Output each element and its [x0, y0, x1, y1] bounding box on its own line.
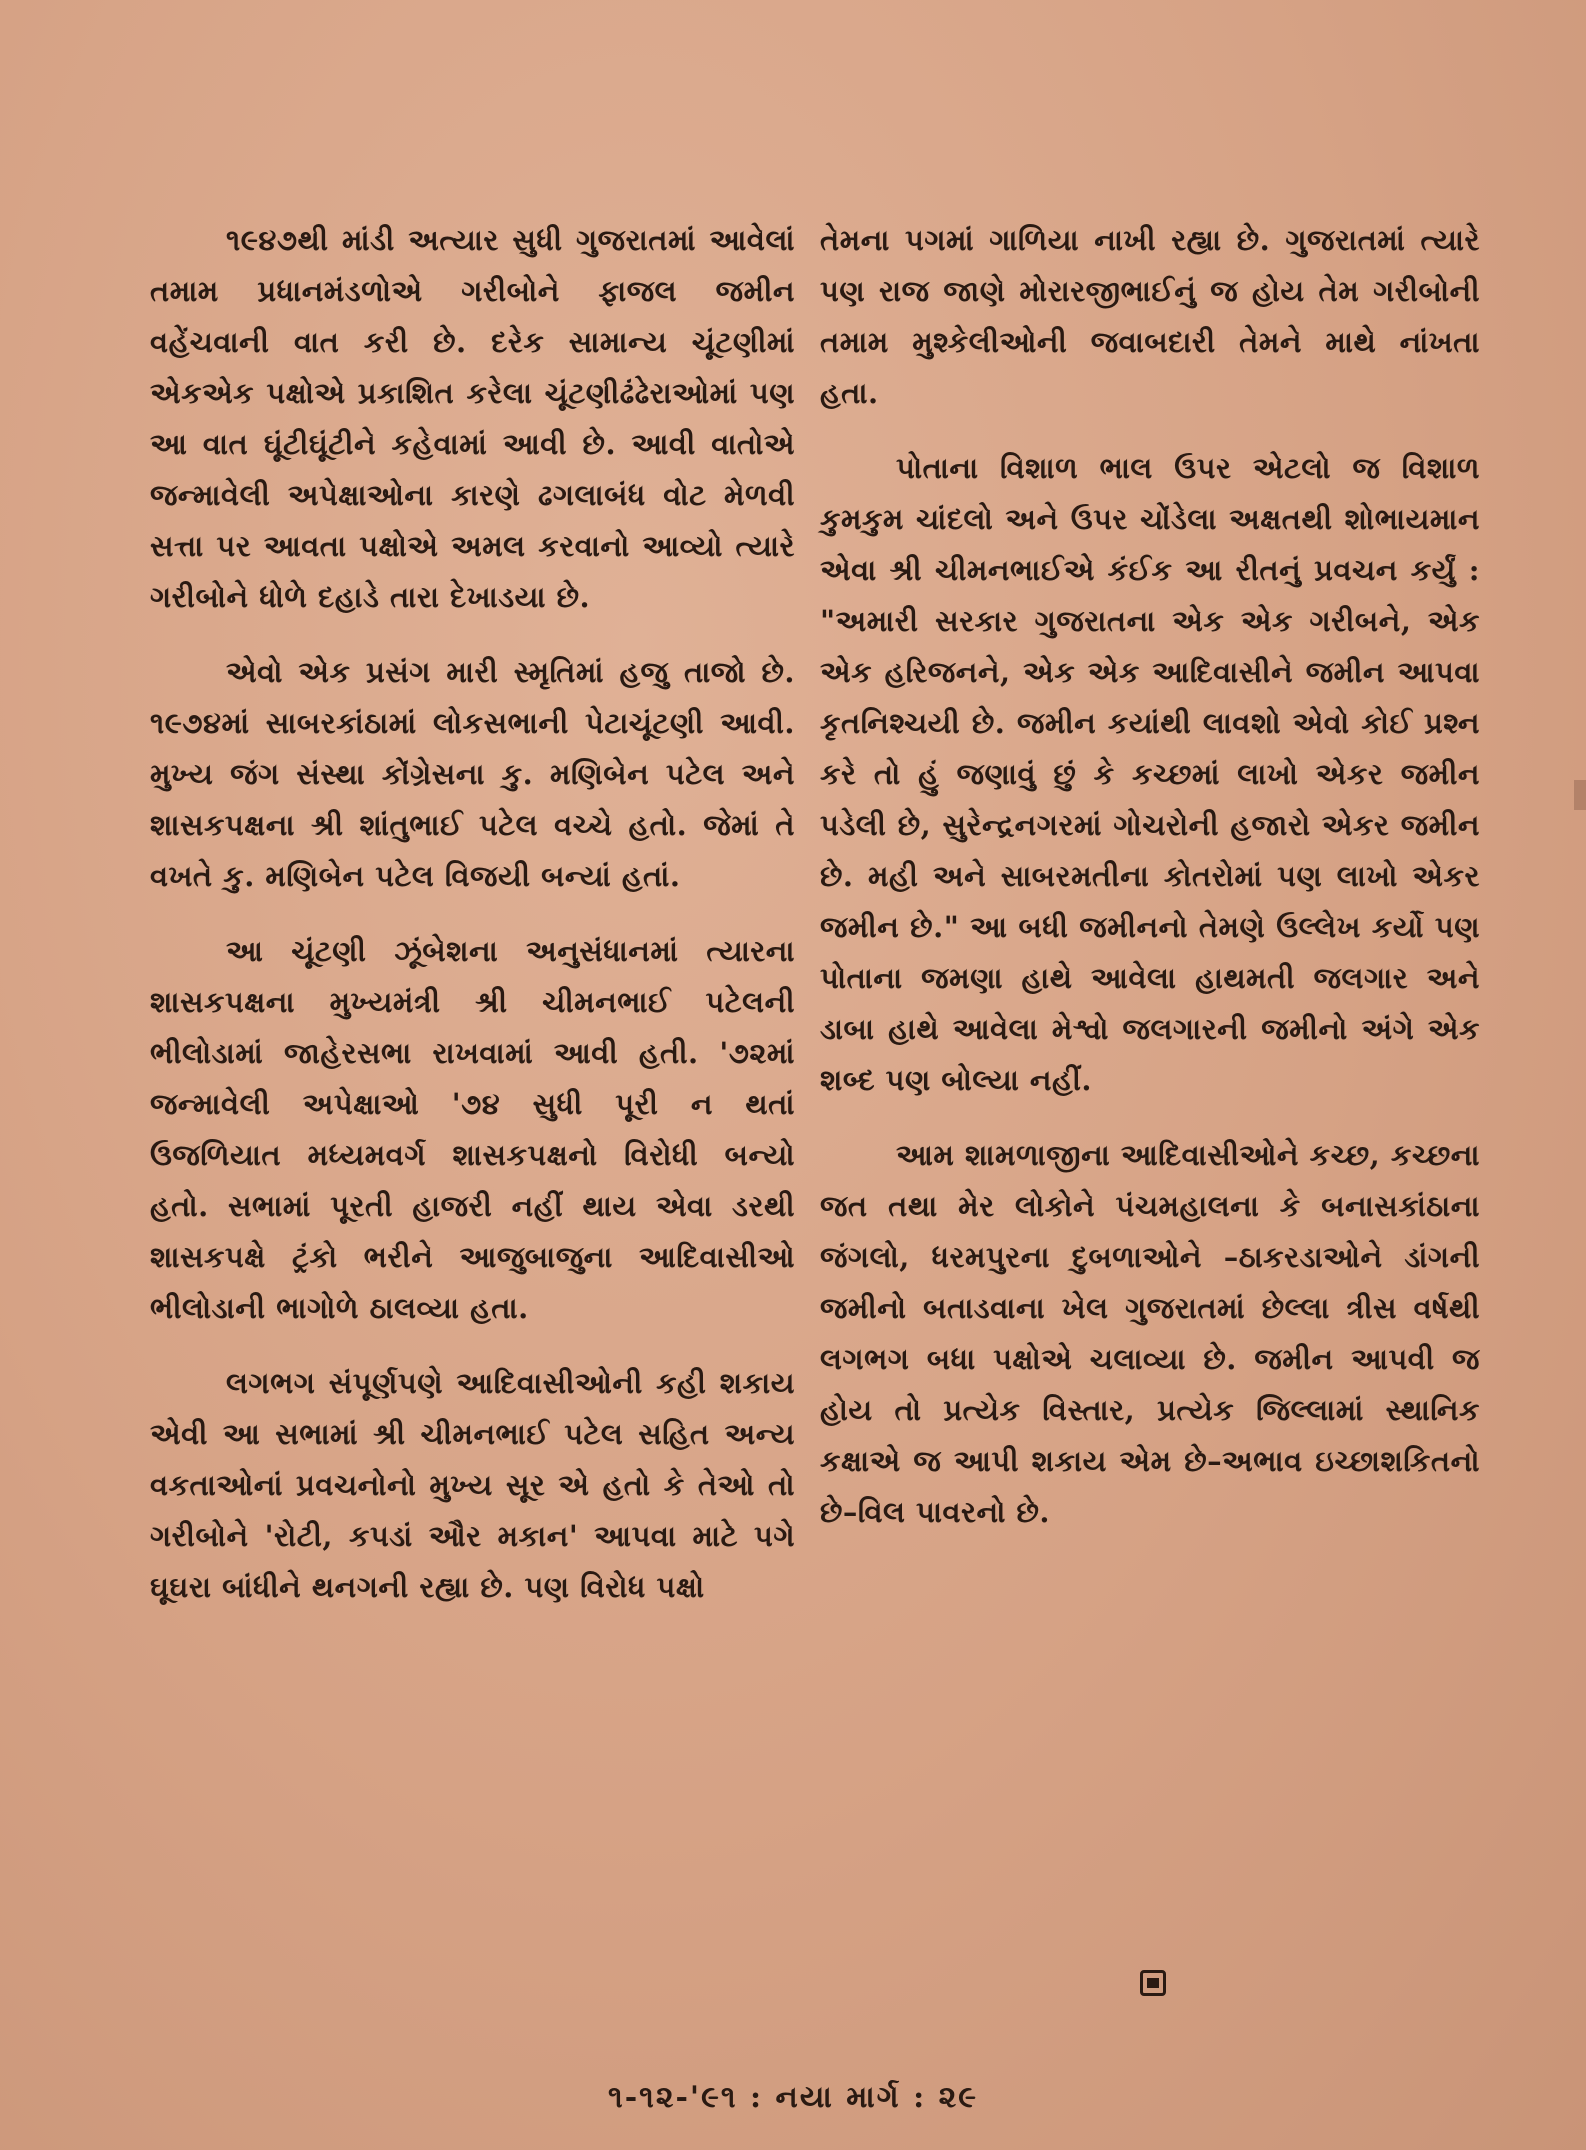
- paragraph: લગભગ સંપૂર્ણપણે આદિવાસીઓની કહી શકાય એવી આ સભામાં શ્રી ચીમનભાઈ પટેલ સહિત અન્ય વકતાઓનાં પ્રવચનોનો મુખ્ય સૂર એ હતો કે તેઓ તો ગરીબોને 'રોટી, કપડાં ઔર મકાન' આપવા માટે પગે ઘૂઘરા બાંધીને થનગની રહ્યા છે. પણ વિરોધ પક્ષો: [150, 1366, 795, 1604]
- paragraph: પોતાના વિશાળ ભાલ ઉપર એટલો જ વિશાળ કુમકુમ ચાંદલો અને ઉપર ચોંડેલા અક્ષતથી શોભાયમાન એવા શ્રી ચીમનભાઈએ કંઈક આ રીતનું પ્રવચન કર્યું : "અમારી સરકાર ગુજરાતના એક એક ગરીબને, એક એક હરિજનને, એક એક આદિવાસીને જમીન આપવા કૃતનિશ્ચયી છે. જમીન કયાંથી લાવશો એવો કોઈ પ્રશ્ન કરે તો હું જણાવું છું કે કચ્છમાં લાખો એકર જમીન પડેલી છે, સુરેન્દ્રનગરમાં ગોચરોની હજારો એકર જમીન છે. મહી અને સાબરમતીના કોતરોમાં પણ લાખો એકર જમીન છે." આ બધી જમીનનો તેમણે ઉલ્લેખ કર્યો પણ પોતાના જમણા હાથે આવેલા હાથમતી જલગાર અને ડાબા હાથે આવેલા મેશ્વો જલગારની જમીનો અંગે એક શબ્દ પણ બોલ્યા નહીં.: [820, 451, 1480, 1097]
- article-end-icon: [1140, 1970, 1166, 1996]
- left-column: [150, 215, 795, 1637]
- paper-mark: [1574, 780, 1586, 810]
- page-footer: ૧-૧૨-'૯૧ : નયા માર્ગ : ૨૯: [608, 2080, 978, 2115]
- paragraph-continued: તેમના પગમાં ગાળિયા નાખી રહ્યા છે. ગુજરાતમાં ત્યારે પણ રાજ જાણે મોરારજીભાઈનું જ હોય તેમ ગરીબોની તમામ મુશ્કેલીઓની જવાબદારી તેમને માથે નાંખતા હતા.: [820, 223, 1480, 410]
- paragraph: આમ શામળાજીના આદિવાસીઓને કચ્છ, કચ્છના જત તથા મેર લોકોને પંચમહાલના કે બનાસકાંઠાના જંગલો, ધરમપુરના દુબળાઓને –ઠાકરડાઓને ડાંગની જમીનો બતાડવાના ખેલ ગુજરાતમાં છેલ્લા ત્રીસ વર્ષથી લગભગ બધા પક્ષોએ ચલાવ્યા છે. જમીન આપવી જ હોય તો પ્રત્યેક વિસ્તાર, પ્રત્યેક જિલ્લામાં સ્થાનિક કક્ષાએ જ આપી શકાય એમ છે–અભાવ ઇચ્છાશકિતનો છે–વિલ પાવરનો છે.: [820, 1138, 1480, 1529]
- paragraph: એવો એક પ્રસંગ મારી સ્મૃતિમાં હજુ તાજો છે. ૧૯૭૪માં સાબરકાંઠામાં લોકસભાની પેટાચૂંટણી આવી. મુખ્ય જંગ સંસ્થા કોંગ્રેસના કુ. મણિબેન પટેલ અને શાસકપક્ષના શ્રી શાંતુભાઈ પટેલ વચ્ચે હતો. જેમાં તે વખતે કુ. મણિબેન પટેલ વિજયી બન્યાં હતાં.: [150, 655, 795, 893]
- paragraph: આ ચૂંટણી ઝૂંબેશના અનુસંધાનમાં ત્યારના શાસકપક્ષના મુખ્યમંત્રી શ્રી ચીમનભાઈ પટેલની ભીલોડામાં જાહેરસભા રાખવામાં આવી હતી. '૭૨માં જન્માવેલી અપેક્ષાઓ '૭૪ સુધી પૂરી ન થતાં ઉજળિયાત મધ્યમવર્ગ શાસકપક્ષનો વિરોધી બન્યો હતો. સભામાં પૂરતી હાજરી નહીં થાય એવા ડરથી શાસકપક્ષે ટ્રંકો ભરીને આજુબાજુના આદિવાસીઓ ભીલોડાની ભાગોળે ઠાલવ્યા હતા.: [150, 934, 795, 1325]
- right-column: [820, 215, 1480, 1562]
- paragraph: ૧૯૪૭થી માંડી અત્યાર સુધી ગુજરાતમાં આવેલાં તમામ પ્રધાનમંડળોએ ગરીબોને ફાજલ જમીન વહેંચવાની વાત કરી છે. દરેક સામાન્ય ચૂંટણીમાં એકએક પક્ષોએ પ્રકાશિત કરેલા ચૂંટણીઢંઢેરાઓમાં પણ આ વાત ઘૂંટીઘૂંટીને કહેવામાં આવી છે. આવી વાતોએ જન્માવેલી અપેક્ષાઓના કારણે ઢગલાબંધ વોટ મેળવી સત્તા પર આવતા પક્ષોએ અમલ કરવાનો આવ્યો ત્યારે ગરીબોને ધોળે દહાડે તારા દેખાડયા છે.: [150, 223, 795, 614]
